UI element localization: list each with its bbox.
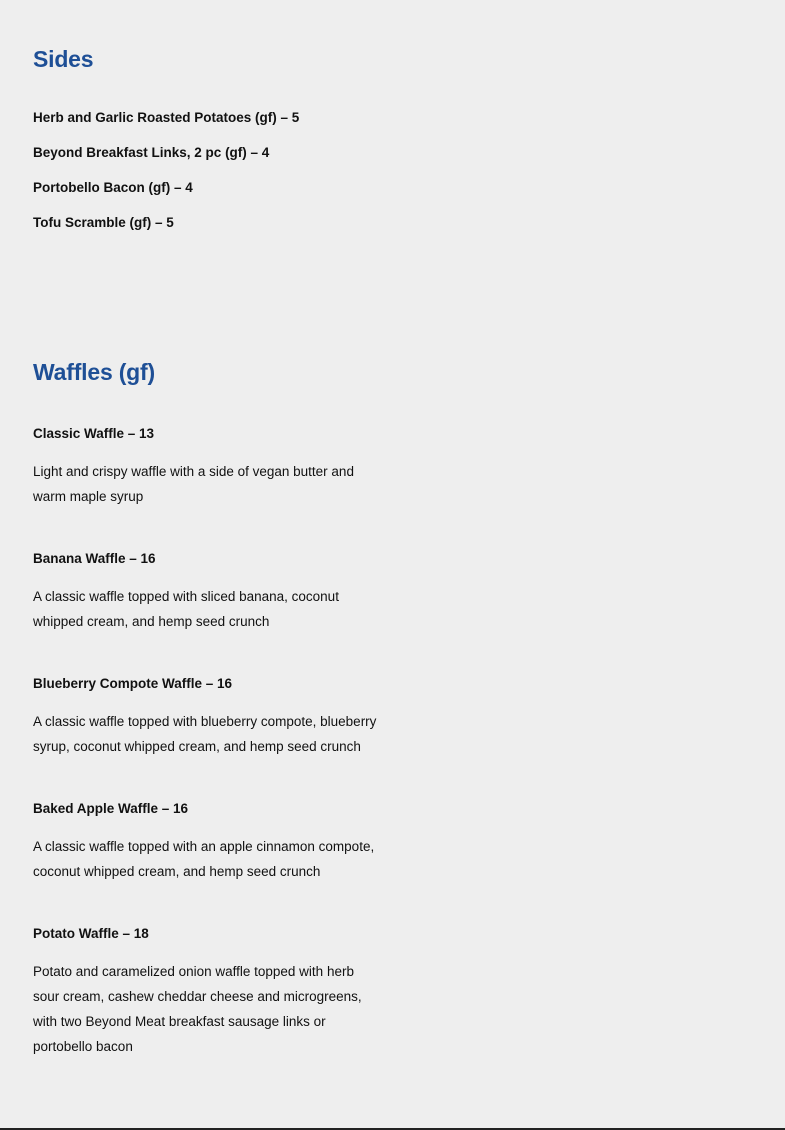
section-title-waffles: Waffles (gf) [33, 359, 155, 385]
waffles-section [33, 358, 378, 1059]
sides-section [33, 45, 378, 232]
menu-item-name: Baked Apple Waffle – 16 [33, 801, 189, 816]
menu-item-banana-waffle [33, 550, 378, 634]
menu-item-name: Blueberry Compote Waffle – 16 [33, 676, 233, 691]
menu-content [33, 0, 378, 1100]
menu-item-baked-apple-waffle [33, 800, 378, 884]
side-item-roasted-potatoes: Herb and Garlic Roasted Potatoes (gf) – 5 [33, 110, 300, 125]
menu-item-name: Potato Waffle – 18 [33, 926, 149, 941]
menu-item-description: A classic waffle topped with blueberry compote, blueberry syrup, coconut whipped cream, and hemp seed crunch [33, 714, 377, 754]
menu-item-name: Classic Waffle – 13 [33, 426, 155, 441]
side-item-portobello-bacon: Portobello Bacon (gf) – 4 [33, 180, 193, 195]
menu-item-classic-waffle [33, 425, 378, 509]
menu-item-description: A classic waffle topped with an apple cinnamon compote, coconut whipped cream, and hemp seed crunch [33, 839, 375, 879]
menu-item-name: Banana Waffle – 16 [33, 551, 156, 566]
menu-item-description: Light and crispy waffle with a side of vegan butter and warm maple syrup [33, 464, 354, 504]
side-item-breakfast-links: Beyond Breakfast Links, 2 pc (gf) – 4 [33, 145, 270, 160]
menu-item-blueberry-compote-waffle [33, 675, 378, 759]
menu-item-potato-waffle [33, 925, 378, 1059]
sides-list [33, 109, 378, 232]
side-item-tofu-scramble: Tofu Scramble (gf) – 5 [33, 215, 174, 230]
menu-item-description: A classic waffle topped with sliced banana, coconut whipped cream, and hemp seed crunch [33, 589, 339, 629]
menu-item-description: Potato and caramelized onion waffle topped with herb sour cream, cashew cheddar cheese and microgreens, with two Beyond Meat breakfast sausage links or portobello bacon [33, 964, 362, 1054]
section-title-sides: Sides [33, 46, 94, 72]
waffle-list [33, 425, 378, 1059]
